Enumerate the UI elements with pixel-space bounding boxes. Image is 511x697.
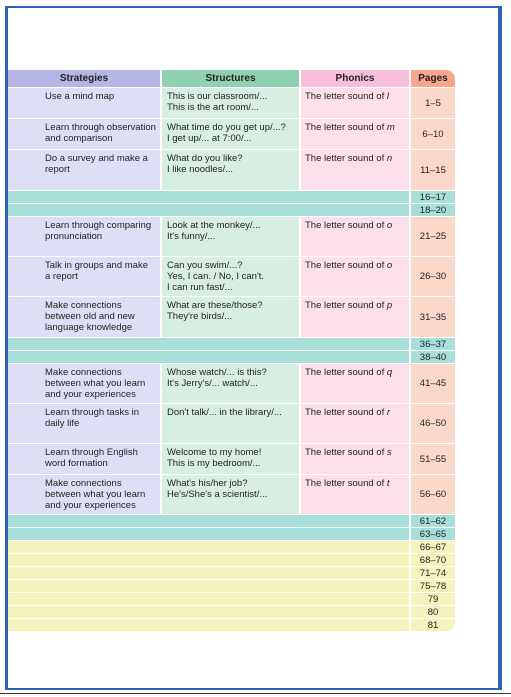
pages-cell[interactable]: 46–50 [409, 404, 455, 444]
header-row [8, 70, 455, 88]
review-row [8, 338, 455, 351]
phonics-text: The letter sound of [305, 260, 387, 271]
unit-row [8, 364, 455, 404]
extra-row [8, 593, 455, 606]
strategy-cell: Make connections between what you learn and your experiences [8, 364, 160, 404]
phonics-cell [299, 297, 409, 338]
phonics-letter: n [386, 153, 393, 164]
strategy-cell: Make connections between what you learn and your experiences [8, 475, 160, 515]
phonics-cell [299, 475, 409, 515]
extra-pages-cell[interactable]: 75–78 [409, 580, 455, 593]
extra-pages-cell[interactable]: 71–74 [409, 567, 455, 580]
phonics-text: The letter sound of [305, 220, 387, 231]
extra-row [8, 567, 455, 580]
review-pages-cell[interactable]: 38–40 [409, 351, 455, 364]
strategy-cell: Use a mind map [8, 88, 160, 119]
review-row [8, 204, 455, 217]
frame-bottom-border [5, 688, 502, 690]
structure-cell: What do you like? I like noodles/... [160, 150, 299, 191]
review-pages-cell[interactable]: 61–62 [409, 515, 455, 528]
frame-top-border [5, 6, 502, 8]
structure-cell: What's his/her job? He's/She's a scientist/... [160, 475, 299, 515]
phonics-cell [299, 217, 409, 257]
pages-cell[interactable]: 11–15 [409, 150, 455, 191]
header-structures: Structures [160, 70, 299, 88]
extra-row [8, 554, 455, 567]
strategy-cell: Do a survey and make a report [8, 150, 160, 191]
pages-cell[interactable]: 6–10 [409, 119, 455, 150]
contents-table [8, 70, 455, 632]
phonics-letter: r [386, 407, 391, 418]
review-row [8, 191, 455, 204]
pages-cell[interactable]: 56–60 [409, 475, 455, 515]
phonics-letter: l [386, 91, 389, 102]
header-strategies: Strategies [8, 70, 160, 88]
extra-pages-cell[interactable]: 81 [409, 619, 455, 632]
unit-row [8, 297, 455, 338]
extra-pages-cell[interactable]: 68–70 [409, 554, 455, 567]
phonics-text: The letter sound of [305, 407, 387, 418]
strategy-cell: Learn through English word formation [8, 444, 160, 475]
structure-cell: What time do you get up/...? I get up/... at 7:00/... [160, 119, 299, 150]
extra-pages-cell[interactable]: 80 [409, 606, 455, 619]
phonics-cell [299, 150, 409, 191]
phonics-letter: o [386, 220, 393, 231]
header-pages: Pages [409, 70, 455, 88]
structure-cell: Look at the monkey/... It's funny/... [160, 217, 299, 257]
phonics-cell [299, 257, 409, 297]
extra-row [8, 606, 455, 619]
review-row [8, 528, 455, 541]
header-phonics: Phonics [299, 70, 409, 88]
review-row [8, 351, 455, 364]
phonics-cell [299, 444, 409, 475]
pages-cell[interactable]: 1–5 [409, 88, 455, 119]
structure-cell: Can you swim/...? Yes, I can. / No, I can't. I can run fast/... [160, 257, 299, 297]
pages-cell[interactable]: 21–25 [409, 217, 455, 257]
page-bottom-rule [0, 693, 511, 694]
unit-row [8, 404, 455, 444]
phonics-text: The letter sound of [305, 91, 387, 102]
structure-cell: What are these/those? They're birds/... [160, 297, 299, 338]
phonics-text: The letter sound of [305, 367, 387, 378]
structure-cell: Don't talk/... in the library/... [160, 404, 299, 444]
phonics-text: The letter sound of [305, 447, 387, 458]
structure-cell: Whose watch/... is this? It's Jerry's/... watch/... [160, 364, 299, 404]
extra-pages-cell[interactable]: 79 [409, 593, 455, 606]
extra-row [8, 619, 455, 632]
review-pages-cell[interactable]: 16–17 [409, 191, 455, 204]
phonics-cell [299, 119, 409, 150]
unit-row [8, 88, 455, 119]
phonics-text: The letter sound of [305, 300, 387, 311]
unit-row [8, 475, 455, 515]
strategy-cell: Talk in groups and make a report [8, 257, 160, 297]
pages-cell[interactable]: 51–55 [409, 444, 455, 475]
strategy-cell: Learn through comparing pronunciation [8, 217, 160, 257]
extra-row [8, 541, 455, 554]
phonics-letter: o [386, 260, 393, 271]
review-pages-cell[interactable]: 63–65 [409, 528, 455, 541]
review-row [8, 515, 455, 528]
pages-cell[interactable]: 31–35 [409, 297, 455, 338]
frame-right-border [498, 6, 502, 690]
structure-cell: Welcome to my home! This is my bedroom/... [160, 444, 299, 475]
phonics-letter: m [386, 122, 395, 133]
phonics-letter: s [386, 447, 392, 458]
phonics-cell [299, 404, 409, 444]
strategy-cell: Learn through tasks in daily life [8, 404, 160, 444]
review-pages-cell[interactable]: 18–20 [409, 204, 455, 217]
pages-cell[interactable]: 26–30 [409, 257, 455, 297]
unit-row [8, 150, 455, 191]
extra-row [8, 580, 455, 593]
phonics-text: The letter sound of [305, 153, 387, 164]
phonics-text: The letter sound of [305, 122, 387, 133]
phonics-letter: p [386, 300, 393, 311]
phonics-cell [299, 88, 409, 119]
phonics-letter: q [386, 367, 393, 378]
unit-row [8, 257, 455, 297]
unit-row [8, 217, 455, 257]
structure-cell: This is our classroom/... This is the art room/... [160, 88, 299, 119]
strategy-cell: Make connections between old and new language knowledge [8, 297, 160, 338]
phonics-letter: t [386, 478, 390, 489]
review-pages-cell[interactable]: 36–37 [409, 338, 455, 351]
unit-row [8, 119, 455, 150]
pages-cell[interactable]: 41–45 [409, 364, 455, 404]
phonics-cell [299, 364, 409, 404]
unit-row [8, 444, 455, 475]
phonics-text: The letter sound of [305, 478, 387, 489]
extra-pages-cell[interactable]: 66–67 [409, 541, 455, 554]
strategy-cell: Learn through observation and comparison [8, 119, 160, 150]
